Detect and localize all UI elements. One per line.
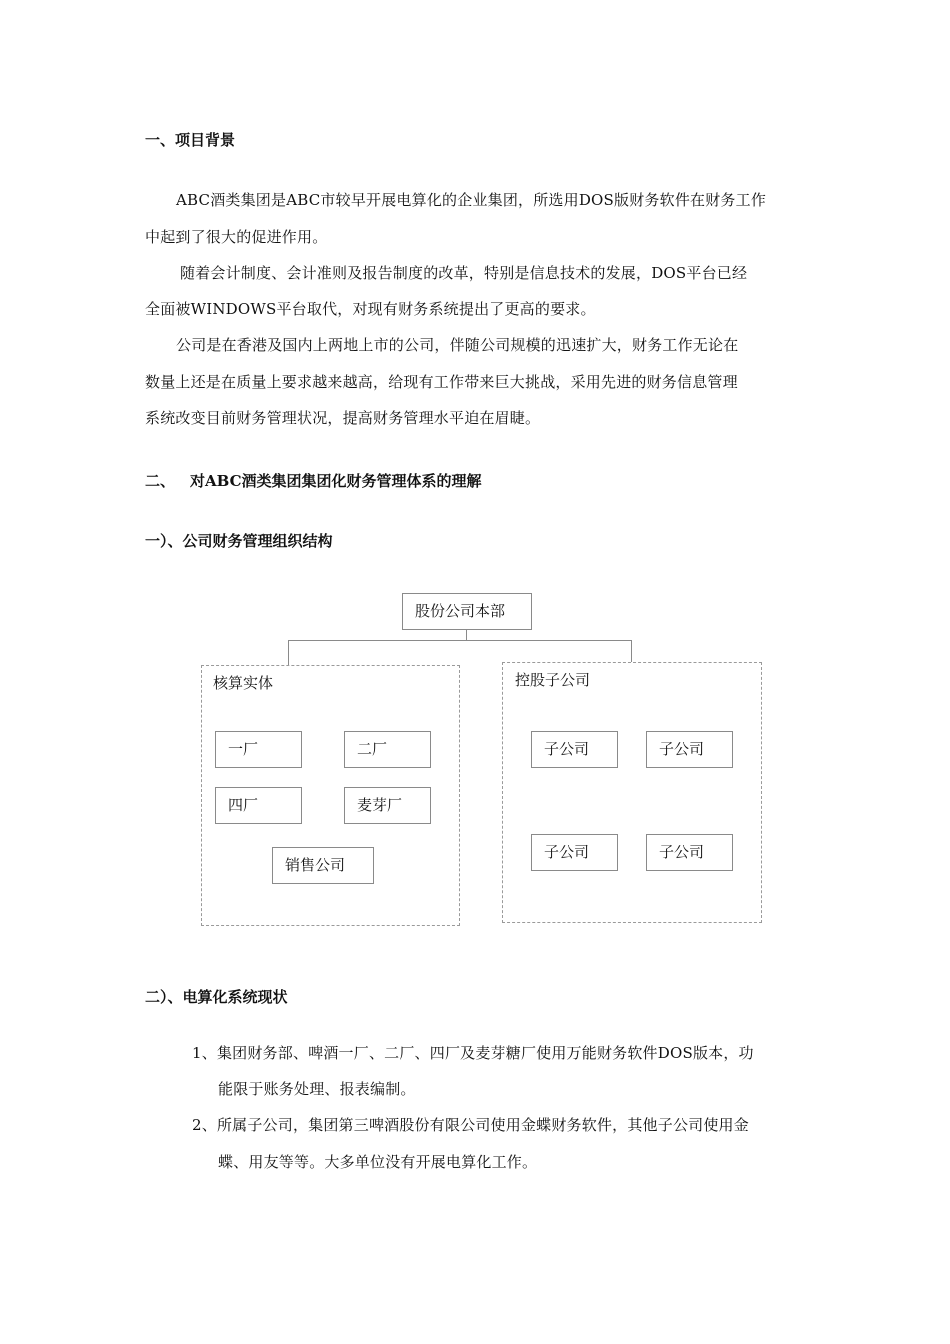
paragraph-line: 公司是在香港及国内上两地上市的公司，伴随公司规模的迅速扩大，财务工作无论在: [176, 336, 739, 354]
section-number: 二、: [145, 472, 176, 490]
section-heading-background: 一、项目背景: [145, 131, 236, 149]
paragraph-line: 数量上还是在质量上要求越来越高，给现有工作带来巨大挑战，采用先进的财务信息管理: [145, 373, 738, 391]
list-item-line: 2、所属子公司，集团第三啤酒股份有限公司使用金蝶财务软件，其他子公司使用金: [192, 1116, 749, 1134]
paragraph-line: 系统改变目前财务管理状况，提高财务管理水平迫在眉睫。: [145, 409, 541, 427]
sales-company-box: 销售公司: [272, 847, 374, 884]
section-heading-understanding: 对ABC酒类集团集团化财务管理体系的理解: [190, 472, 482, 490]
connector-line: [631, 640, 632, 662]
org-root-box: 股份公司本部: [402, 593, 532, 630]
list-item-line: 能限于账务处理、报表编制。: [218, 1080, 416, 1098]
subsection-heading-org-structure: 一）、公司财务管理组织结构: [145, 532, 333, 550]
subsidiary-box: 子公司: [646, 731, 733, 768]
paragraph-line: 中起到了很大的促进作用。: [145, 228, 328, 246]
paragraph-line: ABC酒类集团是ABC市较早开展电算化的企业集团，所选用DOS版财务软件在财务工作: [176, 191, 767, 209]
subsidiary-box: 子公司: [531, 834, 618, 871]
connector-line: [288, 640, 632, 641]
paragraph-line: 随着会计制度、会计准则及报告制度的改革，特别是信息技术的发展，DOS平台已经: [180, 264, 748, 282]
subsidiary-group-label: 控股子公司: [515, 671, 591, 689]
subsection-heading-system-status: 二）、电算化系统现状: [145, 988, 288, 1006]
list-item-line: 1、集团财务部、啤酒一厂、二厂、四厂及麦芽糖厂使用万能财务软件DOS版本，功: [192, 1044, 754, 1062]
accounting-entity-label: 核算实体: [213, 674, 274, 692]
connector-line: [466, 630, 467, 640]
subsidiary-box: 子公司: [646, 834, 733, 871]
subsidiary-group: [502, 662, 762, 923]
list-item-line: 蝶、用友等等。大多单位没有开展电算化工作。: [218, 1153, 538, 1171]
subsidiary-box: 子公司: [531, 731, 618, 768]
factory-2-box: 二厂: [344, 731, 431, 768]
connector-line: [288, 640, 289, 665]
malt-factory-box: 麦芽厂: [344, 787, 431, 824]
paragraph-line: 全面被WINDOWS平台取代，对现有财务系统提出了更高的要求。: [145, 300, 596, 318]
factory-1-box: 一厂: [215, 731, 302, 768]
factory-4-box: 四厂: [215, 787, 302, 824]
